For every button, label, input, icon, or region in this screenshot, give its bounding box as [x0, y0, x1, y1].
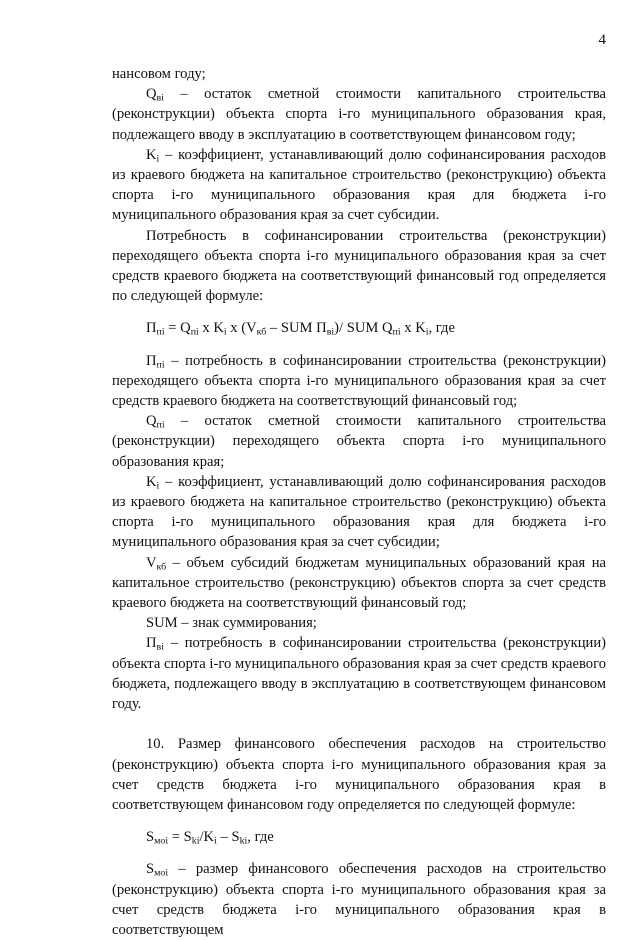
document-body — [112, 64, 606, 940]
paragraph-gap — [112, 714, 606, 734]
paragraph: SUM – знак суммирования; — [146, 615, 317, 632]
paragraph: $П_{ві}$ – потребность в софинансировании строительства (реконструкции) объекта спорта і-го муниципального образования края за счет средств краевого бюджета, подлежащего вводу в эксплуатацию в соответствующем финансовом году. — [112, 635, 606, 713]
paragraph: Потребность в софинансировании строительства (реконструкции) переходящего объекта спорта і-го муниципального образования края за счет средств краевого бюджета на соответствующий финансовый год определяется по следующей формуле: — [112, 227, 606, 305]
formula-need: $П_{пі} = Q_{пі}$ x $K_i$ x ($V_{кб}$ – SUM $П_{ві})/$ SUM $Q_{пі}$ x $K_i$, где — [146, 320, 455, 338]
paragraph: $K_i$ – коэффициент, устанавливающий долю софинансирования расходов из краевого бюджета на капитальное строительство (реконструкцию) объекта спорта і-го муниципального образования края для бюджета і-го муниципального образования края за счет субсидии. — [112, 146, 606, 224]
paragraph: $S_{моі}$ – размер финансового обеспечения расходов на строительство (реконструкцию) объекта спорта і-го муниципального образования края за счет средств бюджета і-го муниципального образования края в соответствующем — [112, 861, 606, 938]
page-number: 4 — [598, 32, 606, 48]
paragraph: $П_{пі}$ – потребность в софинансировании строительства (реконструкции) переходящего объекта спорта і-го муниципального образования края за счет средств краевого бюджета на соответствующий финансовый год; — [112, 352, 606, 410]
formula-size: $S_{моі} = S_{ki}/K_i - S_{ki}$, где — [146, 829, 274, 847]
paragraph: $V_{кб}$ – объем субсидий бюджетам муниципальных образований края на капитальное строительство (реконструкцию) объектов спорта за счет средств краевого бюджета на соответствующий финансовый год; — [112, 554, 606, 612]
paragraph: $Q_{пі}$ – остаток сметной стоимости капитального строительства (реконструкции) переходящего объекта спорта і-го муниципального образования края; — [112, 413, 606, 470]
paragraph: $Q_{ві}$ – остаток сметной стоимости капитального строительства (реконструкции) объекта спорта і-го муниципального образования края, подлежащего вводу в эксплуатацию в соответствующем финансовом году; — [112, 86, 606, 143]
paragraph: $K_i$ – коэффициент, устанавливающий долю софинансирования расходов из краевого бюджета на капитальное строительство (реконструкцию) объекта спорта і-го муниципального образования края для бюджета і-го муниципального образования края за счет субсидии; — [112, 473, 606, 551]
paragraph: 10. Размер финансового обеспечения расходов на строительство (реконструкцию) объекта спорта і-го муниципального образования края за счет средств бюджета і-го муниципального образования края в соответствующем финансовом году определяется по следующей формуле: — [112, 736, 606, 813]
paragraph: нансовом году; — [112, 66, 206, 82]
